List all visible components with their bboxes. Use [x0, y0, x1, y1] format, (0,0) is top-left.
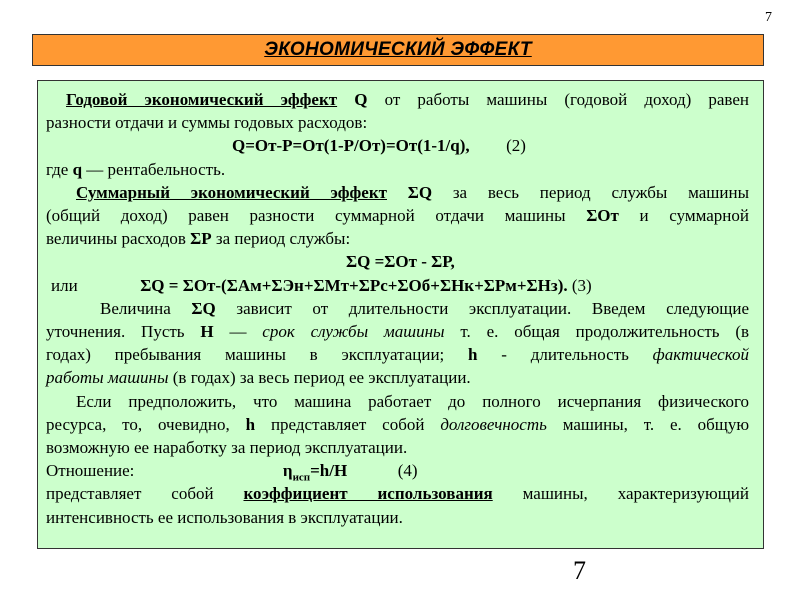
- formula-2-number: (2): [506, 136, 526, 156]
- sigma-q-symbol: ΣQ: [407, 182, 433, 202]
- machine-work-term: работы машины: [46, 368, 169, 388]
- p1-where-line: [46, 158, 749, 181]
- p5-line3: интенсивность ее использования в эксплуатации.: [46, 507, 403, 527]
- page-number-bottom: 7: [573, 556, 586, 585]
- p2-line1: [66, 181, 749, 204]
- p3-sigma-q: ΣQ: [191, 298, 216, 318]
- p2-line3: [46, 227, 749, 250]
- p3-l4-b: (в годах) за весь период ее эксплуатации.: [172, 368, 471, 388]
- p4-line1: Если предположить, что машина работает до полного исчерпания физического: [76, 391, 749, 411]
- p3-l1-a: Величина: [100, 298, 171, 318]
- p3-l3-c: - длительность: [501, 345, 629, 365]
- formula-4: [282, 461, 348, 484]
- p2-text: за весь период службы машины: [452, 182, 749, 202]
- p4-l2-c: представляет собой: [270, 414, 425, 434]
- p1-line1: [66, 88, 749, 111]
- formula-4-number: (4): [397, 461, 418, 481]
- p5-line1: [46, 459, 749, 482]
- formula-sigma: ΣQ =ΣОт - ΣР,: [346, 252, 455, 272]
- formula-3-line: [51, 274, 749, 297]
- p4-line2: [46, 413, 749, 436]
- p3-l2-a: уточнения. Пусть: [46, 322, 185, 342]
- or-word: или: [51, 275, 78, 295]
- where-prefix: где: [46, 159, 69, 179]
- p3-l1-c: зависит от длительности эксплуатации. Введем следующие: [236, 298, 749, 318]
- eta-symbol: η: [282, 461, 293, 481]
- p3-l3-a: годах) пребывания машины в эксплуатации;: [46, 345, 445, 365]
- p4-h-lower: h: [245, 414, 256, 434]
- sigma-ot-symbol: ΣОт: [586, 206, 619, 226]
- slide-title: ЭКОНОМИЧЕСКИЙ ЭФФЕКТ: [264, 39, 532, 60]
- p5-l2-c: машины, характеризующий: [522, 484, 750, 504]
- formula-4-rest: =h/Н: [310, 461, 348, 481]
- p3-line2: [46, 320, 749, 343]
- formula-3-number: (3): [571, 275, 592, 295]
- formula-2-line: [66, 134, 749, 157]
- actual-term: фактической: [652, 345, 750, 365]
- p5-line2: [46, 482, 749, 505]
- p3-dash: —: [229, 322, 247, 342]
- utilization-coefficient-term: коэффициент использования: [243, 484, 493, 504]
- p3-h-symbol: Н: [200, 322, 214, 342]
- where-text: — рентабельность.: [86, 159, 226, 179]
- p2-line2-end: и суммарной: [639, 206, 749, 226]
- page-number-top: 7: [765, 10, 772, 25]
- p2-line3-end: за период службы:: [215, 229, 351, 249]
- p3-line4: [46, 366, 749, 389]
- durability-term: долговечность: [440, 414, 547, 434]
- p4-line3: возможную ее наработку за период эксплуатации.: [46, 438, 408, 458]
- p1-line2: разности отдачи и суммы годовых расходов:: [46, 113, 368, 133]
- service-life-term: срок службы машины: [262, 322, 445, 342]
- p2-line2-text: (общий доход) равен разности суммарной отдачи машины: [46, 206, 566, 226]
- formula-sigma-line: [66, 250, 749, 273]
- formula-3: ΣQ = ΣОт-(ΣАм+ΣЭн+ΣМт+ΣРс+ΣОб+ΣНк+ΣРм+ΣНз).: [140, 275, 568, 295]
- p3-l2-e: т. е. общая продолжительность (в: [460, 322, 750, 342]
- ratio-label: Отношение:: [46, 461, 135, 481]
- total-effect-term: Суммарный экономический эффект: [76, 182, 387, 202]
- annual-effect-term: Годовой экономический эффект: [66, 90, 338, 109]
- p2-line2: [46, 204, 749, 227]
- p2-line3-text: величины расходов: [46, 229, 186, 249]
- q-symbol: Q: [354, 90, 368, 109]
- p4-l2-a: ресурса, то, очевидно,: [46, 414, 230, 434]
- p3-line1: [66, 297, 749, 320]
- eta-subscript: исп: [292, 471, 311, 484]
- p1-text: от работы машины (годовой доход) равен: [384, 90, 749, 109]
- sigma-r-symbol: ΣР: [190, 229, 212, 249]
- content-box: [37, 80, 764, 549]
- title-bar: [32, 34, 764, 66]
- p3-h-lower: h: [468, 345, 478, 365]
- formula-2: Q=От-Р=От(1-Р/От)=От(1-1/q),: [232, 136, 470, 156]
- p3-line3: [46, 343, 749, 366]
- p4-l2-e: машины, т. е. общую: [562, 414, 750, 434]
- p5-l2-a: представляет собой: [46, 484, 214, 504]
- where-q: q: [72, 159, 83, 179]
